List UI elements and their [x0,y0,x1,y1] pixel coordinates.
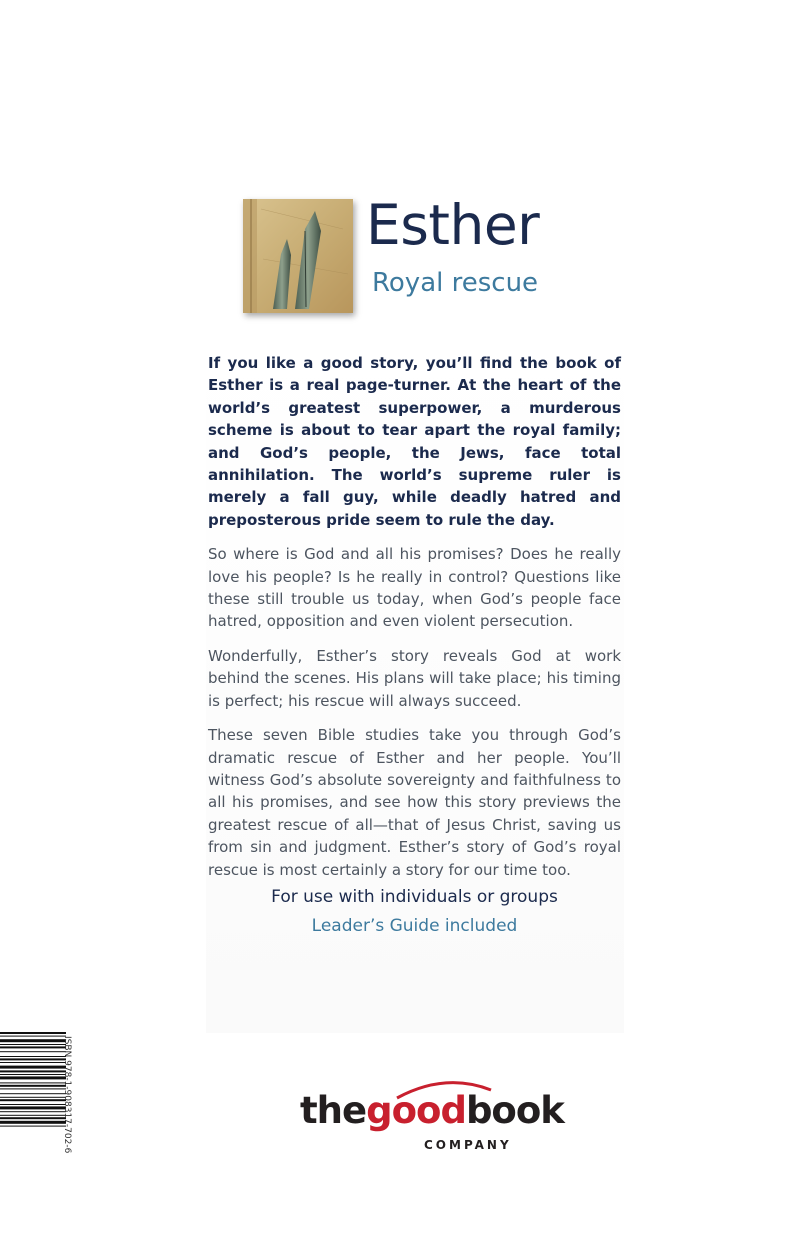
cover-thumbnail [243,199,353,313]
barcode [0,1032,70,1158]
logo-book: book [465,1089,564,1132]
barcode-icon [0,1032,66,1158]
book-title: Esther [366,193,540,257]
logo-good: good [366,1089,466,1132]
book-subtitle: Royal rescue [372,268,539,298]
logo-wordmark [300,1089,564,1132]
leader-note: Leader’s Guide included [311,916,518,936]
logo-company: COMPANY [424,1138,512,1152]
blurb-paragraph: Wonderfully, Esther’s story reveals God at work behind the scenes. His plans will take place; his timing is perfect; his rescue will always succeed. [208,646,621,710]
blurb-lead: If you like a good story, you’ll find the book of Esther is a real page-turner. At the heart of the world’s greatest superpower, a murderous scheme is about to tear apart the royal family; and God’s people, the Jews, face total annihilation. The world’s supreme ruler is merely a fall guy, while deadly hatred and preposterous pride seem to rule the day. [208,354,621,529]
logo-the: the [300,1089,367,1132]
isbn-label: ISBN 978-1-908317-702-6 [62,1036,72,1154]
blurb-paragraph: So where is God and all his promises? Does he really love his people? Is he really in control? Questions like these still trouble us today, when God’s people face hatred, opposition and even violent persecution. [208,545,621,631]
blurb-text [208,352,621,893]
publisher-logo [300,1078,564,1158]
blurb-paragraph: These seven Bible studies take you through God’s dramatic rescue of Esther and her people. You’ll witness God’s absolute sovereignty and faithfulness to all his promises, and see how this story previews the greatest rescue of all—that of Jesus Christ, saving us from sin and judgment. Esther’s story of God’s royal rescue is most certainly a story for our time too. [208,726,621,879]
spear-heads-image [243,199,353,313]
usage-note: For use with individuals or groups [271,887,558,907]
